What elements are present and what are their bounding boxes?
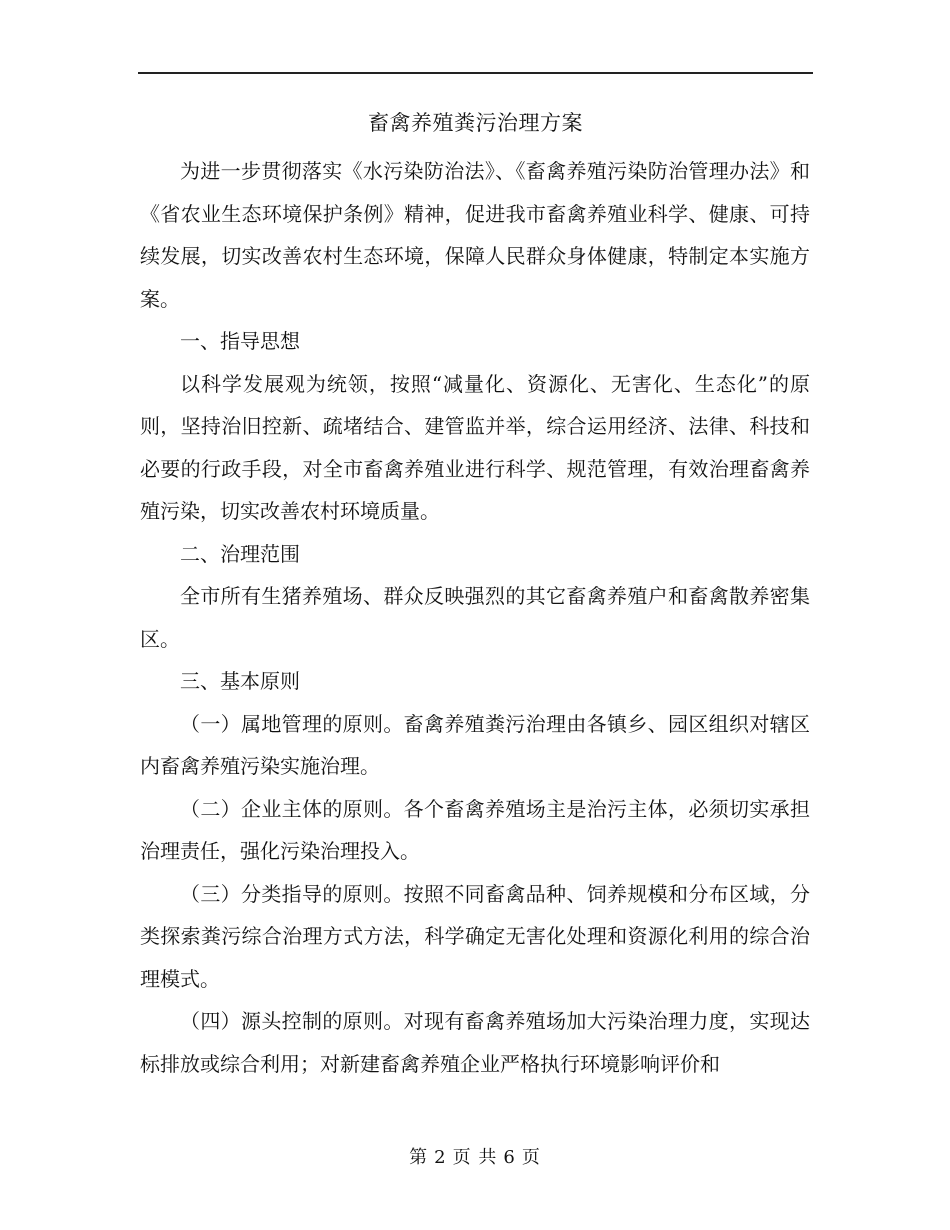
paragraph-principle-3: （三）分类指导的原则。按照不同畜禽品种、饲养规模和分布区域，分类探索粪污综合治理方式方法，科学确定无害化处理和资源化利用的综合治理模式。 [140,881,810,991]
document-body [140,150,810,1085]
footer-middle: 页 共 [452,1147,498,1168]
paragraph-principle-4: （四）源头控制的原则。对现有畜禽养殖场加大污染治理力度，实现达标排放或综合利用；对新建畜禽养殖企业严格执行环境影响评价和 [140,1009,810,1076]
header-rule [138,72,813,74]
heading-guiding-thought: 一、指导思想 [180,329,300,353]
footer-suffix: 页 [521,1147,541,1168]
paragraph-principle-2: （二）企业主体的原则。各个畜禽养殖场主是治污主体，必须切实承担治理责任，强化污染治理投入。 [140,796,810,863]
document-title: 畜禽养殖粪污治理方案 [368,111,583,135]
paragraph-guiding-thought: 以科学发展观为统领，按照“减量化、资源化、无害化、生态化”的原则，坚持治旧控新、疏堵结合、建管监并举，综合运用经济、法律、科技和必要的行政手段，对全市畜禽养殖业进行科学、规范管理，有效治理畜禽养殖污染，切实改善农村环境质量。 [140,371,810,523]
page-footer [0,1143,950,1169]
total-pages-number: 6 [503,1147,516,1168]
paragraph-scope: 全市所有生猪养殖场、群众反映强烈的其它畜禽养殖户和畜禽散养密集区。 [140,584,810,651]
paragraph-principle-1: （一）属地管理的原则。畜禽养殖粪污治理由各镇乡、园区组织对辖区内畜禽养殖污染实施治理。 [140,711,810,778]
paragraph-intro: 为进一步贯彻落实《水污染防治法》、《畜禽养殖污染防治管理办法》和《省农业生态环境保护条例》精神，促进我市畜禽养殖业科学、健康、可持续发展，切实改善农村生态环境，保障人民群众身体健康，特制定本实施方案。 [140,159,810,311]
footer-prefix: 第 [409,1147,429,1168]
current-page-number: 2 [434,1147,447,1168]
heading-scope: 二、治理范围 [180,541,300,566]
heading-principles: 三、基本原则 [180,669,300,693]
